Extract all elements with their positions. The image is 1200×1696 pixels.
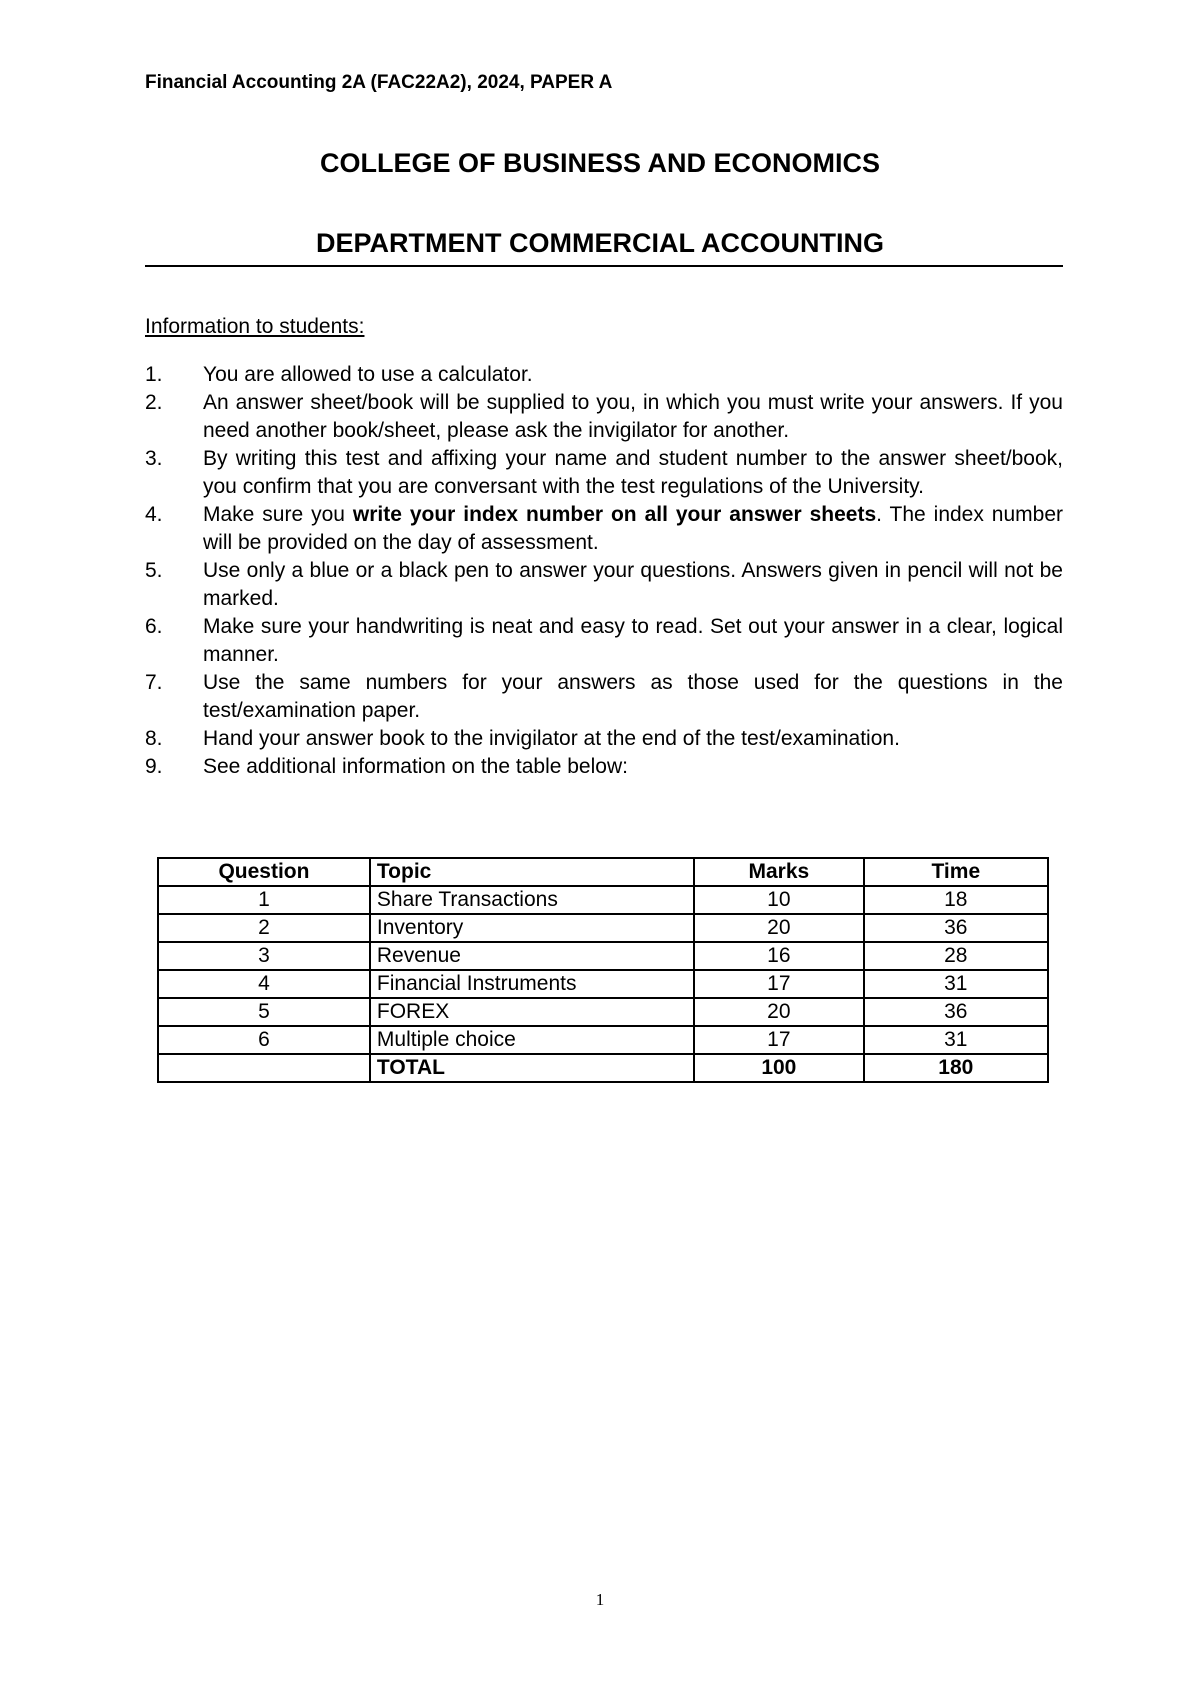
instruction-text: An answer sheet/book will be supplied to you, in which you must write your answers. If you need another book/sheet, please ask the invigilator for another. <box>203 391 1063 442</box>
marks-cell: 20 <box>694 998 864 1026</box>
topic-cell: FOREX <box>370 998 694 1026</box>
instruction-item <box>145 501 1063 557</box>
instruction-item <box>145 361 1063 389</box>
question-cell: 2 <box>158 914 370 942</box>
instruction-number: 4. <box>145 503 163 526</box>
instruction-number: 5. <box>145 559 163 582</box>
instruction-number: 8. <box>145 727 163 750</box>
instruction-number: 2. <box>145 391 163 414</box>
instruction-item <box>145 557 1063 613</box>
total-time-cell: 180 <box>864 1054 1048 1082</box>
total-label-cell: TOTAL <box>370 1054 694 1082</box>
instruction-text <box>203 501 1063 557</box>
topic-cell: Revenue <box>370 942 694 970</box>
instruction-text: Make sure your handwriting is neat and easy to read. Set out your answer in a clear, logical manner. <box>203 615 1063 666</box>
instruction-number: 7. <box>145 671 163 694</box>
instruction-item <box>145 725 1063 753</box>
instruction-text: See additional information on the table below: <box>203 755 628 778</box>
instruction-text-end: . The index number will be provided on the day of assessment. <box>203 503 1063 554</box>
marks-cell: 17 <box>694 970 864 998</box>
college-heading: COLLEGE OF BUSINESS AND ECONOMICS <box>319 148 881 178</box>
marks-cell: 16 <box>694 942 864 970</box>
instruction-text: Use only a blue or a black pen to answer your questions. Answers given in pencil will not be marked. <box>203 559 1063 610</box>
table-row <box>158 914 1048 942</box>
question-cell: 1 <box>158 886 370 914</box>
instruction-item <box>145 669 1063 725</box>
table-row <box>158 998 1048 1026</box>
page-number: 1 <box>595 1590 605 1609</box>
information-heading: Information to students: <box>145 315 365 338</box>
time-column-header: Time <box>864 858 1048 886</box>
marks-cell: 10 <box>694 886 864 914</box>
time-cell: 36 <box>864 914 1048 942</box>
instructions-list <box>145 361 1063 781</box>
question-cell: 6 <box>158 1026 370 1054</box>
marks-cell: 17 <box>694 1026 864 1054</box>
marks-table <box>157 857 1049 1083</box>
time-cell: 31 <box>864 1026 1048 1054</box>
marks-column-header: Marks <box>694 858 864 886</box>
instruction-number: 1. <box>145 363 163 386</box>
table-header-row <box>158 858 1048 886</box>
time-cell: 31 <box>864 970 1048 998</box>
question-cell: 3 <box>158 942 370 970</box>
instruction-text-start: Make sure you <box>203 503 353 526</box>
topic-cell: Multiple choice <box>370 1026 694 1054</box>
question-cell: 4 <box>158 970 370 998</box>
instruction-text: Use the same numbers for your answers as those used for the questions in the test/examination paper. <box>203 671 1063 722</box>
topic-cell: Inventory <box>370 914 694 942</box>
instruction-number: 9. <box>145 755 163 778</box>
marks-cell: 20 <box>694 914 864 942</box>
instruction-item <box>145 445 1063 501</box>
instruction-text: Hand your answer book to the invigilator at the end of the test/examination. <box>203 727 900 750</box>
time-cell: 28 <box>864 942 1048 970</box>
instruction-number: 3. <box>145 447 163 470</box>
table-row <box>158 1026 1048 1054</box>
table-row <box>158 942 1048 970</box>
table-row <box>158 970 1048 998</box>
instruction-item <box>145 389 1063 445</box>
instruction-number: 6. <box>145 615 163 638</box>
instruction-item <box>145 753 1063 781</box>
heading-divider <box>145 265 1063 267</box>
question-cell: 5 <box>158 998 370 1026</box>
total-row <box>158 1054 1048 1082</box>
total-marks-cell: 100 <box>694 1054 864 1082</box>
total-question-cell <box>158 1054 370 1082</box>
time-cell: 18 <box>864 886 1048 914</box>
running-header: Financial Accounting 2A (FAC22A2), 2024, PAPER A <box>145 72 613 93</box>
instruction-item <box>145 613 1063 669</box>
instruction-emphasis: write your index number on all your answer sheets <box>352 503 877 526</box>
topic-cell: Financial Instruments <box>370 970 694 998</box>
topic-cell: Share Transactions <box>370 886 694 914</box>
instruction-text: By writing this test and affixing your name and student number to the answer sheet/book, you confirm that you are conversant with the test regulations of the University. <box>203 447 1063 498</box>
question-column-header: Question <box>158 858 370 886</box>
instruction-text: You are allowed to use a calculator. <box>203 363 533 386</box>
topic-column-header: Topic <box>370 858 694 886</box>
table-row <box>158 886 1048 914</box>
time-cell: 36 <box>864 998 1048 1026</box>
department-heading: DEPARTMENT COMMERCIAL ACCOUNTING <box>316 228 884 258</box>
